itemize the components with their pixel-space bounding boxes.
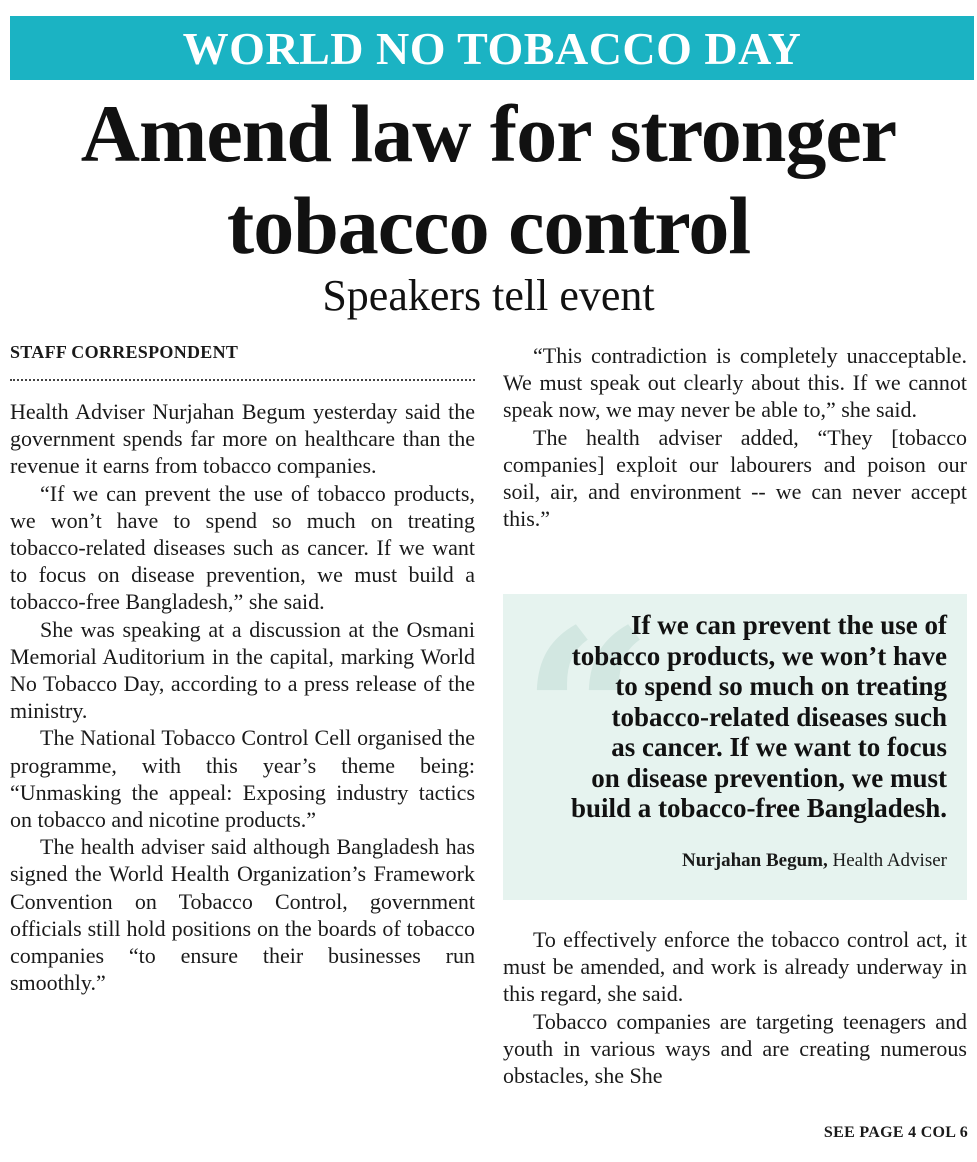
byline: STAFF CORRESPONDENT bbox=[10, 342, 239, 362]
paragraph: She was speaking at a discussion at the Osmani Memorial Auditorium in the capital, marking World No Tobacco Day, according to a press release of the ministry. bbox=[10, 616, 475, 724]
quote-mark-icon: “ bbox=[521, 580, 654, 850]
pull-quote-line: tobacco-related diseases such bbox=[611, 701, 947, 732]
pull-quote-text bbox=[517, 610, 947, 824]
paragraph: The health adviser added, “They [tobacco companies] exploit our labourers and poison our soil, air, and environment -- we can never accept this.” bbox=[503, 424, 967, 532]
headline bbox=[0, 88, 977, 272]
section-banner bbox=[10, 16, 974, 80]
paragraph: The National Tobacco Control Cell organised the programme, with this year’s theme being: “Unmasking the appeal: Exposing industry tactics on tobacco and nicotine products.” bbox=[10, 725, 475, 833]
left-column bbox=[10, 398, 475, 996]
right-column-bottom bbox=[503, 926, 967, 1089]
banner-title: WORLD NO TOBACCO DAY bbox=[182, 22, 802, 74]
byline-divider bbox=[10, 379, 475, 381]
paragraph: Tobacco companies are targeting teenagers and youth in various ways and are creating numerous obstacles, she She bbox=[503, 1008, 967, 1089]
pull-quote-line: build a tobacco-free Bangladesh. bbox=[570, 793, 947, 823]
right-column-top bbox=[503, 342, 967, 532]
paragraph: “This contradiction is completely unacceptable. We must speak out clearly about this. If we cannot speak now, we may never be able to,” she said. bbox=[503, 343, 967, 423]
pull-quote-line: tobacco products, we won’t have bbox=[571, 640, 947, 671]
pull-quote-box bbox=[503, 580, 967, 900]
headline-line-2: tobacco control bbox=[226, 180, 751, 271]
pull-quote-attribution bbox=[682, 850, 947, 872]
subheadline: Speakers tell event bbox=[322, 271, 655, 320]
pull-quote-line: on disease prevention, we must bbox=[591, 762, 947, 793]
paragraph: The health adviser said although Bangladesh has signed the World Health Organization’s Framework Convention on Tobacco Control, government officials still hold positions on the boards of tobacco companies “to ensure their businesses run smoothly.” bbox=[10, 834, 475, 996]
attribution-title: Health Adviser bbox=[832, 850, 947, 871]
headline-line-1: Amend law for stronger bbox=[80, 88, 897, 179]
continuation-jump[interactable]: SEE PAGE 4 COL 6 bbox=[823, 1124, 968, 1141]
paragraph: To effectively enforce the tobacco control act, it must be amended, and work is already underway in this regard, she said. bbox=[503, 927, 967, 1007]
pull-quote-line: to spend so much on treating bbox=[615, 671, 947, 701]
pull-quote-line: If we can prevent the use of bbox=[631, 610, 947, 640]
attribution-name: Nurjahan Begum, bbox=[682, 850, 828, 871]
paragraph: Health Adviser Nurjahan Begum yesterday said the government spends far more on healthcare than the revenue it earns from tobacco companies. bbox=[10, 399, 475, 479]
pull-quote-line: as cancer. If we want to focus bbox=[611, 732, 947, 762]
paragraph: “If we can prevent the use of tobacco products, we won’t have to spend so much on treating tobacco-related diseases such as cancer. If we want to focus on disease prevention, we must build a tobacco-free Bangladesh,” she said. bbox=[10, 480, 475, 615]
